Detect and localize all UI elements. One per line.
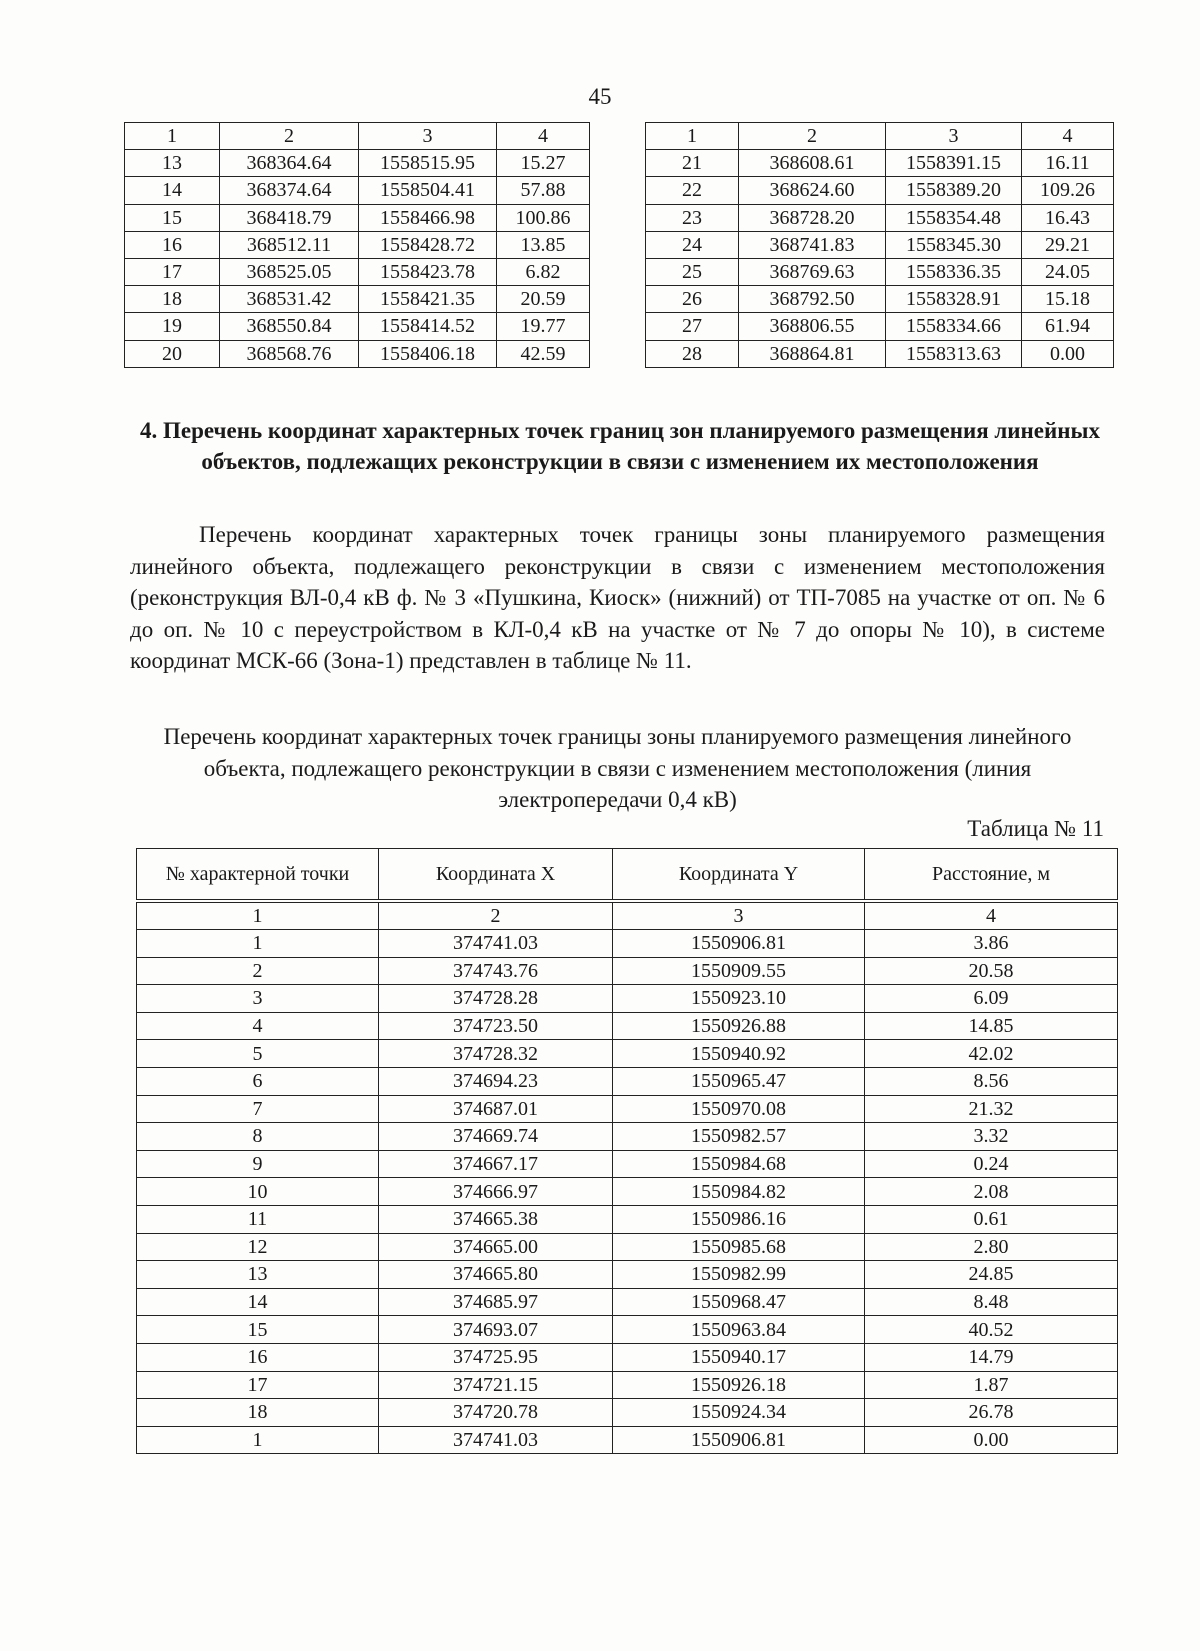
- table-cell: 374687.01: [379, 1095, 613, 1123]
- table-cell: 61.94: [1022, 313, 1114, 340]
- table-row: [646, 313, 1114, 340]
- table-row: [137, 1343, 1118, 1371]
- table-cell: 57.88: [497, 177, 590, 204]
- table-caption: Перечень координат характерных точек границы зоны планируемого размещения линейного объекта, подлежащего реконструкции в связи с изменением местоположения (линия электропередачи 0,4 кВ): [163, 724, 1072, 812]
- table-cell: 1550926.18: [613, 1371, 865, 1399]
- table-cell: 368568.76: [220, 340, 359, 367]
- table-row: [137, 1150, 1118, 1178]
- table-row: [137, 1371, 1118, 1399]
- table-cell: 1558421.35: [359, 286, 497, 313]
- column-header: Координата Y: [613, 849, 865, 902]
- table-row: [137, 1233, 1118, 1261]
- table-header-row: [125, 123, 590, 150]
- table-row: [125, 231, 590, 258]
- table-cell: 1550982.57: [613, 1123, 865, 1151]
- table-cell: 24.05: [1022, 258, 1114, 285]
- table-cell: 1550963.84: [613, 1316, 865, 1344]
- table-cell: 14.85: [865, 1012, 1118, 1040]
- table-row: [646, 231, 1114, 258]
- column-number-cell: 1: [125, 123, 220, 150]
- table-cell: 16: [137, 1343, 379, 1371]
- table-cell: 15.27: [497, 150, 590, 177]
- table-cell: 14.79: [865, 1343, 1118, 1371]
- table-row: [125, 340, 590, 367]
- table-row: [646, 204, 1114, 231]
- table-cell: 21.32: [865, 1095, 1118, 1123]
- table-row: [125, 177, 590, 204]
- table-row: [125, 204, 590, 231]
- column-number-cell: 1: [646, 123, 739, 150]
- table-cell: 6: [137, 1067, 379, 1095]
- column-header: Координата X: [379, 849, 613, 902]
- table-cell: 19: [125, 313, 220, 340]
- column-number-cell: 3: [359, 123, 497, 150]
- table-cell: 374693.07: [379, 1316, 613, 1344]
- table-cell: 15.18: [1022, 286, 1114, 313]
- table-cell: 17: [137, 1371, 379, 1399]
- table-cell: 25: [646, 258, 739, 285]
- column-number-cell: 2: [220, 123, 359, 150]
- table-cell: 368806.55: [739, 313, 886, 340]
- table-cell: 18: [125, 286, 220, 313]
- table-cell: 1558504.41: [359, 177, 497, 204]
- table-cell: 1.87: [865, 1371, 1118, 1399]
- table-cell: 1550906.81: [613, 1426, 865, 1454]
- column-number-cell: 1: [137, 901, 379, 930]
- table-cell: 2.08: [865, 1178, 1118, 1206]
- table-cell: 368374.64: [220, 177, 359, 204]
- table-cell: 6.09: [865, 985, 1118, 1013]
- table-cell: 1558328.91: [886, 286, 1022, 313]
- table-cell: 1558389.20: [886, 177, 1022, 204]
- table-cell: 8: [137, 1123, 379, 1151]
- table-cell: 368608.61: [739, 150, 886, 177]
- table-cell: 1550970.08: [613, 1095, 865, 1123]
- table-cell: 1: [137, 1426, 379, 1454]
- table-cell: 1550984.82: [613, 1178, 865, 1206]
- table-cell: 13.85: [497, 231, 590, 258]
- table-row: [137, 1426, 1118, 1454]
- page-number: 45: [588, 84, 612, 109]
- table-cell: 368364.64: [220, 150, 359, 177]
- table-cell: 5: [137, 1040, 379, 1068]
- table-cell: 374723.50: [379, 1012, 613, 1040]
- table-cell: 368531.42: [220, 286, 359, 313]
- table-cell: 15: [137, 1316, 379, 1344]
- table-cell: 374741.03: [379, 1426, 613, 1454]
- table-cell: 374666.97: [379, 1178, 613, 1206]
- table-cell: 368864.81: [739, 340, 886, 367]
- table-row: [646, 258, 1114, 285]
- table-cell: 16: [125, 231, 220, 258]
- table-cell: 1558406.18: [359, 340, 497, 367]
- coordinates-table-main: [136, 848, 1118, 1454]
- table-row: [137, 1123, 1118, 1151]
- table-cell: 8.48: [865, 1288, 1118, 1316]
- table-cell: 3.86: [865, 930, 1118, 958]
- table-cell: 2: [137, 957, 379, 985]
- table-cell: 3.32: [865, 1123, 1118, 1151]
- table-cell: 22: [646, 177, 739, 204]
- table-cell: 6.82: [497, 258, 590, 285]
- column-number-cell: 4: [497, 123, 590, 150]
- table-cell: 1558414.52: [359, 313, 497, 340]
- table-cell: 12: [137, 1233, 379, 1261]
- table-cell: 1558354.48: [886, 204, 1022, 231]
- table-row: [137, 957, 1118, 985]
- table-cell: 7: [137, 1095, 379, 1123]
- table-cell: 374665.80: [379, 1261, 613, 1289]
- table-cell: 21: [646, 150, 739, 177]
- table-header-row: [646, 123, 1114, 150]
- table-cell: 4: [137, 1012, 379, 1040]
- table-cell: 26.78: [865, 1399, 1118, 1427]
- table-cell: 1550909.55: [613, 957, 865, 985]
- table-cell: 29.21: [1022, 231, 1114, 258]
- table-row: [137, 1288, 1118, 1316]
- table-cell: 1550926.88: [613, 1012, 865, 1040]
- table-row: [137, 1261, 1118, 1289]
- table-row: [646, 150, 1114, 177]
- table-cell: 1550906.81: [613, 930, 865, 958]
- table-row: [137, 1040, 1118, 1068]
- table-cell: 27: [646, 313, 739, 340]
- table-row: [646, 340, 1114, 367]
- table-cell: 3: [137, 985, 379, 1013]
- table-cell: 0.24: [865, 1150, 1118, 1178]
- column-number-cell: 3: [613, 901, 865, 930]
- table-row: [646, 177, 1114, 204]
- table-cell: 16.43: [1022, 204, 1114, 231]
- table-cell: 0.00: [1022, 340, 1114, 367]
- column-header: Расстояние, м: [865, 849, 1118, 902]
- table-cell: 2.80: [865, 1233, 1118, 1261]
- table-cell: 1550923.10: [613, 985, 865, 1013]
- table-cell: 0.00: [865, 1426, 1118, 1454]
- table-row: [137, 1316, 1118, 1344]
- table-cell: 368550.84: [220, 313, 359, 340]
- table-cell: 1558391.15: [886, 150, 1022, 177]
- table-cell: 1550940.17: [613, 1343, 865, 1371]
- column-number-cell: 4: [1022, 123, 1114, 150]
- table-cell: 1558466.98: [359, 204, 497, 231]
- body-paragraph: [130, 519, 1105, 677]
- column-number-cell: 2: [379, 901, 613, 930]
- table-cell: 1558423.78: [359, 258, 497, 285]
- table-cell: 23: [646, 204, 739, 231]
- table-cell: 368741.83: [739, 231, 886, 258]
- table-label: Таблица № 11: [967, 816, 1104, 841]
- table-row: [137, 1095, 1118, 1123]
- column-number-cell: 2: [739, 123, 886, 150]
- table-cell: 1558334.66: [886, 313, 1022, 340]
- table-cell: 1558515.95: [359, 150, 497, 177]
- table-row: [137, 1012, 1118, 1040]
- table-row: [646, 286, 1114, 313]
- table-cell: 1550965.47: [613, 1067, 865, 1095]
- table-cell: 100.86: [497, 204, 590, 231]
- table-cell: 374728.32: [379, 1040, 613, 1068]
- table-cell: 40.52: [865, 1316, 1118, 1344]
- table-cell: 368624.60: [739, 177, 886, 204]
- table-cell: 374665.00: [379, 1233, 613, 1261]
- table-cell: 11: [137, 1205, 379, 1233]
- coordinates-table-left: [124, 122, 590, 368]
- table-cell: 24: [646, 231, 739, 258]
- table-cell: 17: [125, 258, 220, 285]
- table-cell: 0.61: [865, 1205, 1118, 1233]
- table-cell: 1550940.92: [613, 1040, 865, 1068]
- table-cell: 15: [125, 204, 220, 231]
- table-cell: 20.58: [865, 957, 1118, 985]
- table-cell: 1558345.30: [886, 231, 1022, 258]
- table-cell: 1550982.99: [613, 1261, 865, 1289]
- table-row: [137, 1205, 1118, 1233]
- table-cell: 14: [125, 177, 220, 204]
- table-cell: 20: [125, 340, 220, 367]
- column-number-cell: 4: [865, 901, 1118, 930]
- table-row: [125, 286, 590, 313]
- table-cell: 26: [646, 286, 739, 313]
- coordinates-table-right: [645, 122, 1114, 368]
- table-cell: 16.11: [1022, 150, 1114, 177]
- table-cell: 374665.38: [379, 1205, 613, 1233]
- table-cell: 374743.76: [379, 957, 613, 985]
- table-cell: 1558428.72: [359, 231, 497, 258]
- table-cell: 1550924.34: [613, 1399, 865, 1427]
- table-cell: 374721.15: [379, 1371, 613, 1399]
- table-cell: 374741.03: [379, 930, 613, 958]
- table-cell: 374694.23: [379, 1067, 613, 1095]
- table-cell: 19.77: [497, 313, 590, 340]
- table-cell: 20.59: [497, 286, 590, 313]
- table-cell: 368728.20: [739, 204, 886, 231]
- table-cell: 9: [137, 1150, 379, 1178]
- column-number-cell: 3: [886, 123, 1022, 150]
- table-cell: 1550985.68: [613, 1233, 865, 1261]
- table-cell: 1558313.63: [886, 340, 1022, 367]
- table-cell: 368512.11: [220, 231, 359, 258]
- table-cell: 374685.97: [379, 1288, 613, 1316]
- table-cell: 368769.63: [739, 258, 886, 285]
- table-cell: 368418.79: [220, 204, 359, 231]
- table-cell: 1: [137, 930, 379, 958]
- table-cell: 374725.95: [379, 1343, 613, 1371]
- table-cell: 18: [137, 1399, 379, 1427]
- table-row: [137, 985, 1118, 1013]
- column-header: № характерной точки: [137, 849, 379, 902]
- table-cell: 24.85: [865, 1261, 1118, 1289]
- table-cell: 8.56: [865, 1067, 1118, 1095]
- table-cell: 1550984.68: [613, 1150, 865, 1178]
- table-cell: 109.26: [1022, 177, 1114, 204]
- table-cell: 42.02: [865, 1040, 1118, 1068]
- section-heading: 4. Перечень координат характерных точек границ зон планируемого размещения линейных объектов, подлежащих реконструкции в связи с изменением их местоположения: [140, 418, 1100, 474]
- body-paragraph-text: Перечень координат характерных точек границы зоны планируемого размещения линейного объекта, подлежащего реконструкции в связи с изменением местоположения (реконструкция ВЛ-0,4 кВ ф. № 3 «Пушкина, Киоск» (нижний) от ТП-7085 на участке от оп. № 6 до оп. № 10 с переустройством в КЛ-0,4 кВ на участке от № 7 до опоры № 10), в системе координат МСК-66 (Зона-1) представлен в таблице № 11.: [130, 522, 1105, 673]
- table-cell: 374720.78: [379, 1399, 613, 1427]
- table-row: [137, 1067, 1118, 1095]
- table-row: [125, 313, 590, 340]
- table-row: [137, 1399, 1118, 1427]
- table-cell: 28: [646, 340, 739, 367]
- column-number-row: [137, 901, 1118, 930]
- table-cell: 10: [137, 1178, 379, 1206]
- table-row: [125, 150, 590, 177]
- table-cell: 13: [137, 1261, 379, 1289]
- table-cell: 1550968.47: [613, 1288, 865, 1316]
- table-cell: 374669.74: [379, 1123, 613, 1151]
- table-cell: 1558336.35: [886, 258, 1022, 285]
- table-cell: 1550986.16: [613, 1205, 865, 1233]
- table-row: [125, 258, 590, 285]
- table-row: [137, 1178, 1118, 1206]
- table-cell: 374728.28: [379, 985, 613, 1013]
- table-cell: 13: [125, 150, 220, 177]
- table-row: [137, 930, 1118, 958]
- table-header-row: [137, 849, 1118, 902]
- table-cell: 14: [137, 1288, 379, 1316]
- table-cell: 368525.05: [220, 258, 359, 285]
- table-cell: 368792.50: [739, 286, 886, 313]
- table-cell: 42.59: [497, 340, 590, 367]
- table-cell: 374667.17: [379, 1150, 613, 1178]
